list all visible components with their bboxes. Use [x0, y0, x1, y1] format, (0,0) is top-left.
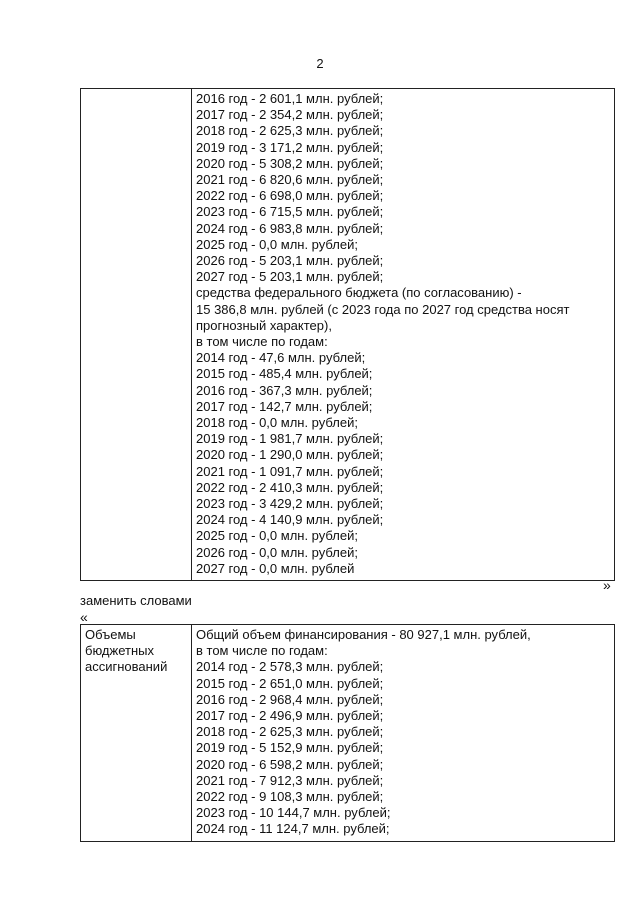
- table2-label-line: бюджетных: [85, 643, 154, 659]
- table1-line: 2015 год - 485,4 млн. рублей;: [196, 366, 373, 382]
- budget-table-continued: [80, 88, 615, 581]
- closing-quote-mark: »: [603, 577, 611, 593]
- table1-line: 2019 год - 3 171,2 млн. рублей;: [196, 139, 384, 155]
- table1-line: 2023 год - 6 715,5 млн. рублей;: [196, 204, 384, 220]
- table1-line: в том числе по годам:: [196, 334, 328, 350]
- table1-line: 2018 год - 2 625,3 млн. рублей;: [196, 123, 384, 139]
- table1-line: 2021 год - 1 091,7 млн. рублей;: [196, 463, 384, 479]
- table1-line: 2017 год - 142,7 млн. рублей;: [196, 398, 373, 414]
- table1-line: 2020 год - 1 290,0 млн. рублей;: [196, 447, 384, 463]
- table2-line: 2015 год - 2 651,0 млн. рублей;: [196, 675, 384, 691]
- replace-with-words-text: заменить словами: [80, 593, 192, 608]
- table1-line: 2026 год - 0,0 млн. рублей;: [196, 544, 358, 560]
- table1-line: 2023 год - 3 429,2 млн. рублей;: [196, 496, 384, 512]
- table2-line: 2018 год - 2 625,3 млн. рублей;: [196, 724, 384, 740]
- table2-line: 2021 год - 7 912,3 млн. рублей;: [196, 772, 384, 788]
- table-value-cell: [192, 625, 615, 842]
- table1-line: 2027 год - 5 203,1 млн. рублей;: [196, 269, 384, 285]
- table-value-cell: [192, 89, 615, 581]
- table1-line: 2022 год - 6 698,0 млн. рублей;: [196, 188, 384, 204]
- budget-allocations-table: [80, 624, 615, 842]
- table-label-cell: [81, 89, 192, 581]
- table-row: [81, 89, 615, 581]
- table1-line: 2026 год - 5 203,1 млн. рублей;: [196, 253, 384, 269]
- opening-quote-mark: «: [80, 609, 88, 625]
- table2-line: 2019 год - 5 152,9 млн. рублей;: [196, 740, 384, 756]
- table2-line: 2016 год - 2 968,4 млн. рублей;: [196, 691, 384, 707]
- table1-line: 2027 год - 0,0 млн. рублей: [196, 560, 355, 576]
- table2-line: 2017 год - 2 496,9 млн. рублей;: [196, 708, 384, 724]
- table1-line: 2017 год - 2 354,2 млн. рублей;: [196, 107, 384, 123]
- table-row: [81, 625, 615, 842]
- table2-label-line: ассигнований: [85, 659, 168, 675]
- table1-line: 2025 год - 0,0 млн. рублей;: [196, 528, 358, 544]
- table2-line: 2024 год - 11 124,7 млн. рублей;: [196, 821, 390, 837]
- table1-line: 2019 год - 1 981,7 млн. рублей;: [196, 431, 384, 447]
- table1-line: 2024 год - 6 983,8 млн. рублей;: [196, 220, 384, 236]
- table1-line: 2021 год - 6 820,6 млн. рублей;: [196, 172, 384, 188]
- table1-line: 2014 год - 47,6 млн. рублей;: [196, 350, 366, 366]
- table2-line: в том числе по годам:: [196, 643, 328, 659]
- table1-line: 15 386,8 млн. рублей (с 2023 года по 2027 год средства носят прогнозный характер),: [196, 301, 570, 333]
- table1-line: 2018 год - 0,0 млн. рублей;: [196, 415, 358, 431]
- table1-line: средства федерального бюджета (по согласованию) -: [196, 285, 522, 301]
- table1-line: 2020 год - 5 308,2 млн. рублей;: [196, 155, 384, 171]
- table-label-cell: [81, 625, 192, 842]
- table2-line: Общий объем финансирования - 80 927,1 млн. рублей,: [196, 627, 531, 642]
- table2-line: 2014 год - 2 578,3 млн. рублей;: [196, 659, 384, 675]
- table2-label-line: Объемы: [85, 627, 136, 642]
- table2-line: 2020 год - 6 598,2 млн. рублей;: [196, 756, 384, 772]
- table1-line: 2016 год - 367,3 млн. рублей;: [196, 382, 373, 398]
- table1-line: 2022 год - 2 410,3 млн. рублей;: [196, 479, 384, 495]
- table1-line: 2025 год - 0,0 млн. рублей;: [196, 236, 358, 252]
- table2-line: 2022 год - 9 108,3 млн. рублей;: [196, 789, 384, 805]
- table1-line: 2024 год - 4 140,9 млн. рублей;: [196, 512, 384, 528]
- page-number: 2: [316, 56, 324, 71]
- table1-line: 2016 год - 2 601,1 млн. рублей;: [196, 91, 384, 106]
- table2-line: 2023 год - 10 144,7 млн. рублей;: [196, 805, 391, 821]
